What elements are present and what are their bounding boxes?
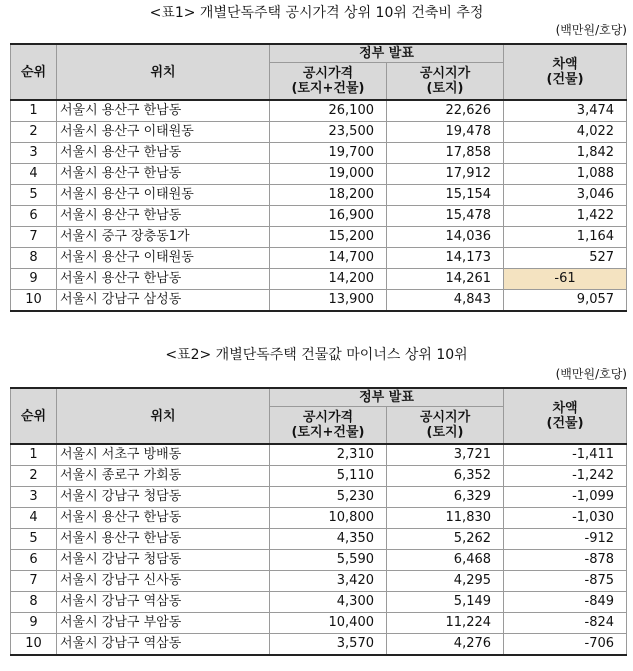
table-row: [11, 571, 627, 592]
diff-cell: -1,099: [504, 487, 627, 508]
rank-cell: 1: [11, 100, 57, 122]
location-cell: 서울시 서초구 방배동: [57, 444, 270, 466]
public-price-cell: 19,000: [270, 164, 387, 185]
table2-header-diff-line1: 차액: [552, 401, 578, 416]
table-row: [11, 164, 627, 185]
public-price-cell: 5,590: [270, 550, 387, 571]
diff-cell: 9,057: [504, 290, 627, 312]
table2-header-land-price-line2: (토지): [426, 425, 464, 440]
public-price-cell: 3,570: [270, 634, 387, 656]
rank-cell: 8: [11, 248, 57, 269]
table-row: [11, 206, 627, 227]
table2-header-public-price: [270, 407, 387, 445]
rank-cell: 4: [11, 164, 57, 185]
rank-cell: 6: [11, 206, 57, 227]
public-price-cell: 15,200: [270, 227, 387, 248]
diff-cell: -875: [504, 571, 627, 592]
public-price-cell: 16,900: [270, 206, 387, 227]
diff-cell: -1,411: [504, 444, 627, 466]
table-row: [11, 508, 627, 529]
table1-header-diff-line2: (건물): [546, 72, 584, 87]
table1-header-location: 위치: [57, 44, 270, 100]
location-cell: 서울시 용산구 이태원동: [57, 248, 270, 269]
rank-cell: 7: [11, 571, 57, 592]
table2-header-government: 정부 발표: [270, 388, 504, 407]
table1-header-land-price-line2: (토지): [426, 81, 464, 96]
rank-cell: 8: [11, 592, 57, 613]
table1: [10, 43, 627, 312]
table2-header-location: 위치: [57, 388, 270, 444]
location-cell: 서울시 용산구 한남동: [57, 508, 270, 529]
rank-cell: 9: [11, 269, 57, 290]
rank-cell: 5: [11, 529, 57, 550]
diff-cell: -61: [504, 269, 627, 290]
diff-cell: 527: [504, 248, 627, 269]
land-price-cell: 4,843: [387, 290, 504, 312]
land-price-cell: 6,352: [387, 466, 504, 487]
table1-header-government: 정부 발표: [270, 44, 504, 63]
table2-unit: (백만원/호당): [555, 367, 627, 381]
land-price-cell: 22,626: [387, 100, 504, 122]
land-price-cell: 14,036: [387, 227, 504, 248]
land-price-cell: 17,912: [387, 164, 504, 185]
location-cell: 서울시 용산구 한남동: [57, 143, 270, 164]
table1-title: <표1> 개별단독주택 공시가격 상위 10위 건축비 추정: [149, 5, 484, 21]
diff-cell: 3,046: [504, 185, 627, 206]
public-price-cell: 19,700: [270, 143, 387, 164]
table1-header-public-price-line1: 공시가격: [302, 66, 354, 81]
location-cell: 서울시 강남구 역삼동: [57, 634, 270, 656]
land-price-cell: 6,468: [387, 550, 504, 571]
rank-cell: 6: [11, 550, 57, 571]
public-price-cell: 26,100: [270, 100, 387, 122]
location-cell: 서울시 용산구 한남동: [57, 164, 270, 185]
table-row: [11, 122, 627, 143]
table1-header-public-price-line2: (토지+건물): [291, 81, 365, 96]
rank-cell: 1: [11, 444, 57, 466]
location-cell: 서울시 용산구 이태원동: [57, 185, 270, 206]
location-cell: 서울시 강남구 역삼동: [57, 592, 270, 613]
rank-cell: 9: [11, 613, 57, 634]
table-row: [11, 143, 627, 164]
land-price-cell: 4,295: [387, 571, 504, 592]
land-price-cell: 15,478: [387, 206, 504, 227]
table-row: [11, 592, 627, 613]
diff-cell: -824: [504, 613, 627, 634]
table-row: [11, 269, 627, 290]
table-row: [11, 529, 627, 550]
land-price-cell: 14,173: [387, 248, 504, 269]
public-price-cell: 2,310: [270, 444, 387, 466]
table-row: [11, 550, 627, 571]
diff-cell: -878: [504, 550, 627, 571]
table2-header-diff: [504, 388, 627, 444]
location-cell: 서울시 강남구 청담동: [57, 487, 270, 508]
table-row: [11, 185, 627, 206]
table1-header-diff: [504, 44, 627, 100]
diff-cell: 1,164: [504, 227, 627, 248]
table1-header-land-price: [387, 63, 504, 101]
land-price-cell: 11,224: [387, 613, 504, 634]
rank-cell: 10: [11, 290, 57, 312]
table-row: [11, 613, 627, 634]
table2-title: <표2> 개별단독주택 건물값 마이너스 상위 10위: [165, 347, 468, 363]
location-cell: 서울시 용산구 한남동: [57, 269, 270, 290]
location-cell: 서울시 용산구 한남동: [57, 206, 270, 227]
location-cell: 서울시 강남구 신사동: [57, 571, 270, 592]
table2-header-diff-line2: (건물): [546, 416, 584, 431]
land-price-cell: 15,154: [387, 185, 504, 206]
public-price-cell: 14,700: [270, 248, 387, 269]
public-price-cell: 13,900: [270, 290, 387, 312]
diff-cell: 4,022: [504, 122, 627, 143]
table-row: [11, 290, 627, 312]
table-row: [11, 634, 627, 656]
location-cell: 서울시 용산구 이태원동: [57, 122, 270, 143]
land-price-cell: 19,478: [387, 122, 504, 143]
public-price-cell: 10,400: [270, 613, 387, 634]
diff-cell: -849: [504, 592, 627, 613]
location-cell: 서울시 종로구 가회동: [57, 466, 270, 487]
diff-cell: 1,842: [504, 143, 627, 164]
table2-header-public-price-line1: 공시가격: [302, 410, 354, 425]
location-cell: 서울시 중구 장충동1가: [57, 227, 270, 248]
land-price-cell: 6,329: [387, 487, 504, 508]
location-cell: 서울시 용산구 한남동: [57, 100, 270, 122]
public-price-cell: 10,800: [270, 508, 387, 529]
table-row: [11, 227, 627, 248]
location-cell: 서울시 강남구 삼성동: [57, 290, 270, 312]
table-row: [11, 248, 627, 269]
table-row: [11, 100, 627, 122]
rank-cell: 3: [11, 487, 57, 508]
table1-header-rank: 순위: [11, 44, 57, 100]
table2-header-land-price: [387, 407, 504, 445]
table1-header-public-price: [270, 63, 387, 101]
land-price-cell: 5,149: [387, 592, 504, 613]
public-price-cell: 5,230: [270, 487, 387, 508]
land-price-cell: 3,721: [387, 444, 504, 466]
diff-cell: 1,088: [504, 164, 627, 185]
diff-cell: -912: [504, 529, 627, 550]
public-price-cell: 14,200: [270, 269, 387, 290]
land-price-cell: 17,858: [387, 143, 504, 164]
public-price-cell: 18,200: [270, 185, 387, 206]
location-cell: 서울시 용산구 한남동: [57, 529, 270, 550]
rank-cell: 10: [11, 634, 57, 656]
rank-cell: 5: [11, 185, 57, 206]
public-price-cell: 4,300: [270, 592, 387, 613]
table2-header-public-price-line2: (토지+건물): [291, 425, 365, 440]
land-price-cell: 14,261: [387, 269, 504, 290]
diff-cell: -1,242: [504, 466, 627, 487]
diff-cell: 1,422: [504, 206, 627, 227]
land-price-cell: 5,262: [387, 529, 504, 550]
rank-cell: 2: [11, 122, 57, 143]
location-cell: 서울시 강남구 청담동: [57, 550, 270, 571]
public-price-cell: 23,500: [270, 122, 387, 143]
table1-unit: (백만원/호당): [555, 23, 627, 37]
rank-cell: 2: [11, 466, 57, 487]
rank-cell: 4: [11, 508, 57, 529]
land-price-cell: 4,276: [387, 634, 504, 656]
public-price-cell: 5,110: [270, 466, 387, 487]
table1-header-diff-line1: 차액: [552, 57, 578, 72]
table1-header-land-price-line1: 공시지가: [419, 66, 471, 81]
diff-cell: -706: [504, 634, 627, 656]
table-row: [11, 444, 627, 466]
table2: [10, 387, 627, 656]
rank-cell: 3: [11, 143, 57, 164]
table2-header-land-price-line1: 공시지가: [419, 410, 471, 425]
diff-cell: -1,030: [504, 508, 627, 529]
table2-header-rank: 순위: [11, 388, 57, 444]
table-row: [11, 466, 627, 487]
diff-cell: 3,474: [504, 100, 627, 122]
public-price-cell: 3,420: [270, 571, 387, 592]
public-price-cell: 4,350: [270, 529, 387, 550]
table-row: [11, 487, 627, 508]
location-cell: 서울시 강남구 부암동: [57, 613, 270, 634]
land-price-cell: 11,830: [387, 508, 504, 529]
rank-cell: 7: [11, 227, 57, 248]
